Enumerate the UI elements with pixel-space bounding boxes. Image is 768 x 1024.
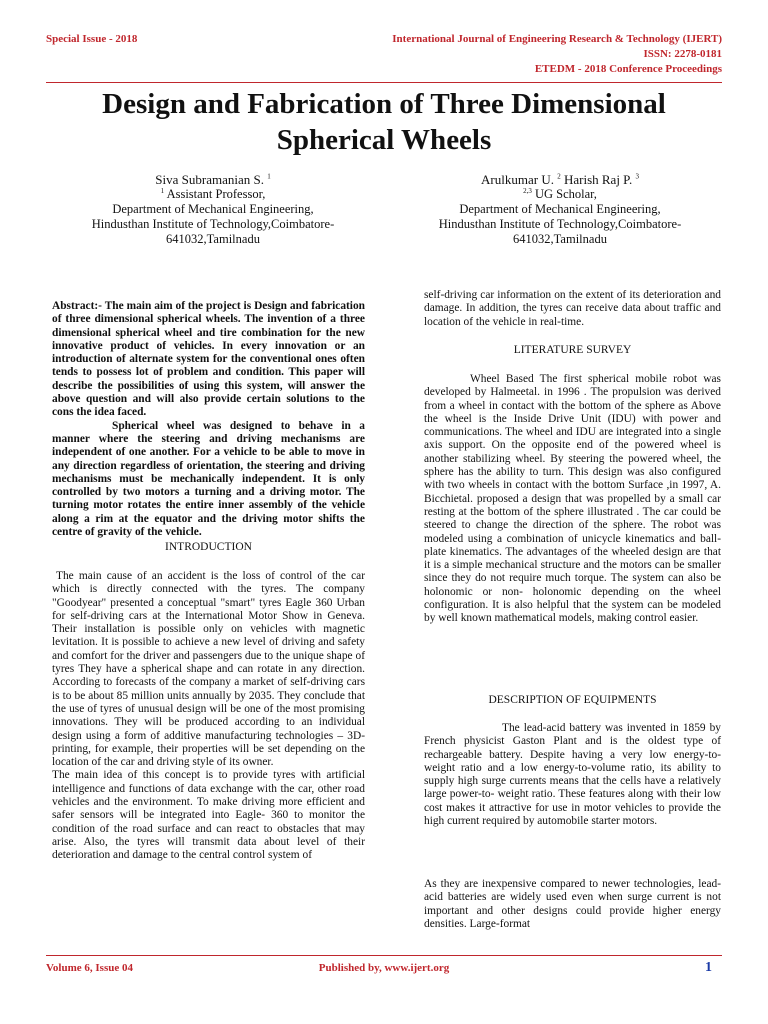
- author-city: 641032,Tamilnadu: [513, 232, 607, 246]
- author-3-marker: 3: [635, 172, 639, 181]
- header-proceedings: ETEDM - 2018 Conference Proceedings: [534, 63, 722, 75]
- author-role: UG Scholar,: [534, 187, 597, 201]
- author-role: Assistant Professor,: [166, 187, 266, 201]
- footer-publisher-link[interactable]: Published by, www.ijert.org: [318, 962, 450, 974]
- role-affiliation-marker: 1: [160, 186, 165, 195]
- footer-divider: [46, 955, 722, 956]
- introduction-section: [52, 570, 365, 863]
- footer-volume: Volume 6, Issue 04: [46, 962, 133, 974]
- introduction-continued-paragraph: self-driving car information on the extent of its deterioration and damage. In addition, the tyres can receive data about traffic and location of the vehicle in real-time.: [424, 289, 721, 328]
- author-name-2: Arulkumar U.: [481, 172, 554, 187]
- paper-title: [46, 86, 722, 158]
- introduction-heading: INTRODUCTION: [165, 541, 252, 553]
- author-affiliation-marker: 1: [267, 172, 271, 181]
- author-names-line: [400, 172, 720, 187]
- literature-survey-section: [424, 373, 721, 626]
- author-block-right: [400, 172, 720, 247]
- author-name-3: Harish Raj P.: [563, 172, 633, 187]
- literature-survey-heading: LITERATURE SURVEY: [513, 344, 632, 356]
- abstract-paragraph-1: Abstract:- The main aim of the project is Design and fabrication of three dimensional spherical wheels. The invention of a three dimensional spherical wheel and tire combination for the new innovative product of vehicles. In every innovation or an introduction of alternate system for the conventional ones often tends to possess lot of problem and condition. This paper will describe the possibilities of using this system, will answer the above question and will also provide certain solutions to the cons the idea faced.: [52, 300, 365, 419]
- author-institution: Hindusthan Institute of Technology,Coimbatore-: [438, 217, 682, 231]
- paper-title-line-1: Design and Fabrication of Three Dimensional: [102, 88, 666, 120]
- author-name-line: [48, 172, 378, 187]
- header-journal-info: [392, 32, 722, 77]
- author-role-line: [48, 187, 378, 202]
- author-name: Siva Subramanian S.: [155, 172, 264, 187]
- header-journal-name: International Journal of Engineering Research & Technology (IJERT): [392, 33, 722, 45]
- description-section: [424, 722, 721, 828]
- author-department: Department of Mechanical Engineering,: [459, 202, 661, 216]
- header-issn: ISSN: 2278-0181: [643, 48, 722, 60]
- literature-paragraph-1: Wheel Based The first spherical mobile robot was developed by Halmeetal. in 1996 . The propulsion was derived from a wheel in contact with the bottom of the sphere as Above the wheel is the Inside Drive Unit (IDU) with power and communications. The wheel and IDU are integrated into a single axis support. On the opposite end of the powered wheel is another stabilizing wheel. By steering the powered wheel, the sphere has the ability to turn. This design was also configured with two wheels in contact with the bottom Surface ,in 1997, A. Bicchietal. proposed a design that was propelled by a small car resting at the bottom of the sphere illustrated . The car could be steered to change the direction of the sphere. The robot was modeled using a combination of unicycle kinematics and ball-plate kinematics. The advantages of the wheeled design are that it is a simple mechanical structure and the motors can be smaller since they do not require much torque. The system can also be holonomic or non- holonomic depending on the wheel configuration. It is also helpful that the system can be modeled by well known mathematical models, making control easier.: [424, 373, 721, 625]
- description-paragraph-1: The lead-acid battery was invented in 1859 by French physicist Gaston Plant and is the oldest type of rechargeable battery. Despite having a very low energy-to- weight ratio and a low energy-to-volume ratio, its ability to supply high surge currents means that the cells have a relatively large power-to- weight ratio. These features along with their low cost makes it attractive for use in motor vehicles to provide the high current required by automobile starter motors.: [424, 722, 721, 828]
- description-heading: DESCRIPTION OF EQUIPMENTS: [488, 694, 657, 706]
- abstract-section: [52, 300, 365, 539]
- author-block-left: [48, 172, 378, 247]
- header-divider: [46, 82, 722, 83]
- author-institution: Hindusthan Institute of Technology,Coimbatore-: [91, 217, 335, 231]
- description-paragraph-2: As they are inexpensive compared to newer technologies, lead-acid batteries are widely used even when surge current is not important and other designs could provide higher energy densities. Large-format: [424, 878, 721, 930]
- introduction-continued: [424, 289, 721, 329]
- paper-title-line-2: Spherical Wheels: [276, 124, 492, 156]
- author-city: 641032,Tamilnadu: [166, 232, 260, 246]
- author-department: Department of Mechanical Engineering,: [112, 202, 314, 216]
- page-number: 1: [705, 960, 712, 975]
- header-issue-label: Special Issue - 2018: [46, 33, 138, 45]
- role-affiliation-marker: 2,3: [523, 186, 532, 195]
- introduction-paragraph-2: The main idea of this concept is to provide tyres with artificial intelligence and functions of data exchange with the car, other road vehicles and the environment. To make driving more efficient and safer sensors will be integrated into Eagle- 360 to monitor the condition of the road surface and can react to obstacles that may arise. Also, the tyres will transmit data about level of their deterioration and damage to the central control system of: [52, 769, 365, 862]
- author-2-marker: 2: [557, 172, 561, 181]
- description-section-continued: [424, 878, 721, 931]
- introduction-paragraph-1: The main cause of an accident is the loss of control of the car which is directly connected with the tyres. The company "Goodyear" presented a conceptual "smart" tyres Eagle 360 Urban for self-driving cars at the International Motor Show in Geneva. Their installation is possible only on vehicles with magnetic levitation. It is possible to achieve a new level of driving and safety and comfort for the driver and passengers due to the unique shape of tyres They have a spherical shape and can rotate in any direction. According to forecasts of the company a market of self-driving cars is to be about 85 million units annually by 2035. They conclude that the use of tyres of unusual design will be one of the most promising innovations. They will be produced according to an individual design using a form of additive manufacturing technologies – 3D-printing, for example, their properties will be set depending on the location of the car and driving style of its owner.: [52, 570, 365, 769]
- author-role-line: [400, 187, 720, 202]
- abstract-paragraph-2: Spherical wheel was designed to behave in a manner where the steering and driving mechanisms are independent of one another. For a vehicle to be able to move in any direction regardless of orientation, the steering and driving mechanisms must be mechanically independent. It is only controlled by two motors a turning and a driving motor. The turning motor rotates the entire inner assembly of the vehicle along a rim at the equator and the driving motor shifts the centre of gravity of the vehicle.: [52, 419, 365, 539]
